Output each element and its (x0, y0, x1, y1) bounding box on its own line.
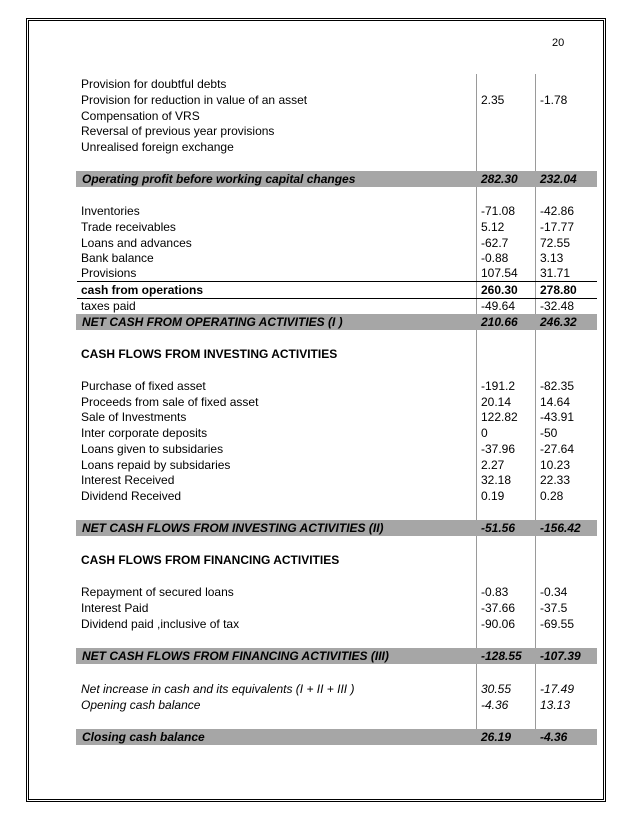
taxes-paid-row: taxes paid -49.64 -32.48 (81, 299, 575, 313)
operating-profit-row: Operating profit before working capital changes 282.30 232.04 (76, 171, 597, 187)
table-row: Bank balance -0.88 3.13 (81, 251, 564, 265)
page-number: 20 (552, 37, 565, 49)
table-row: Provision for reduction in value of an asset 2.35 -1.78 (81, 93, 568, 107)
table-row: Compensation of VRS (81, 109, 200, 123)
financing-heading: CASH FLOWS FROM FINANCING ACTIVITIES (81, 553, 340, 567)
table-row: Sale of Investments 122.82 -43.91 (81, 410, 575, 424)
cash-from-operations-row: cash from operations 260.30 278.80 (81, 283, 577, 297)
net-increase-row: Net increase in cash and its equivalents (I + II + III ) 30.55 -17.49 (81, 682, 575, 696)
table-row: Reversal of previous year provisions (81, 124, 275, 138)
opening-balance-row: Opening cash balance -4.36 13.13 (81, 698, 571, 712)
table-row: Inventories -71.08 -42.86 (81, 204, 575, 218)
table-row: Unrealised foreign exchange (81, 140, 234, 154)
net-investing-row: NET CASH FLOWS FROM INVESTING ACTIVITIES (II) -51.56 -156.42 (76, 520, 597, 536)
table-row: Loans and advances -62.7 72.55 (81, 236, 571, 250)
table-row: Interest Received 32.18 22.33 (81, 473, 571, 487)
table-row: Inter corporate deposits 0 -50 (81, 426, 558, 440)
table-row: Provisions 107.54 31.71 (81, 266, 571, 280)
table-row: Repayment of secured loans -0.83 -0.34 (81, 585, 568, 599)
table-row: Loans given to subsidaries -37.96 -27.64 (81, 442, 575, 456)
table-row: Proceeds from sale of fixed asset 20.14 14.64 (81, 395, 571, 409)
net-operating-row: NET CASH FROM OPERATING ACTIVITIES (I ) 210.66 246.32 (76, 314, 597, 330)
table-row: Purchase of fixed asset -191.2 -82.35 (81, 379, 575, 393)
table-row: Dividend paid ,inclusive of tax -90.06 -69.55 (81, 617, 575, 631)
table-row: Dividend Received 0.19 0.28 (81, 489, 564, 503)
investing-heading: CASH FLOWS FROM INVESTING ACTIVITIES (81, 347, 338, 361)
table-row: Trade receivables 5.12 -17.77 (81, 220, 575, 234)
table-row: Provision for doubtful debts (81, 77, 227, 91)
table-row: Interest Paid -37.66 -37.5 (81, 601, 568, 615)
closing-balance-row: Closing cash balance 26.19 -4.36 (76, 729, 597, 745)
net-financing-row: NET CASH FLOWS FROM FINANCING ACTIVITIES (III) -128.55 -107.39 (76, 648, 597, 664)
table-row: Loans repaid by subsidaries 2.27 10.23 (81, 458, 571, 472)
